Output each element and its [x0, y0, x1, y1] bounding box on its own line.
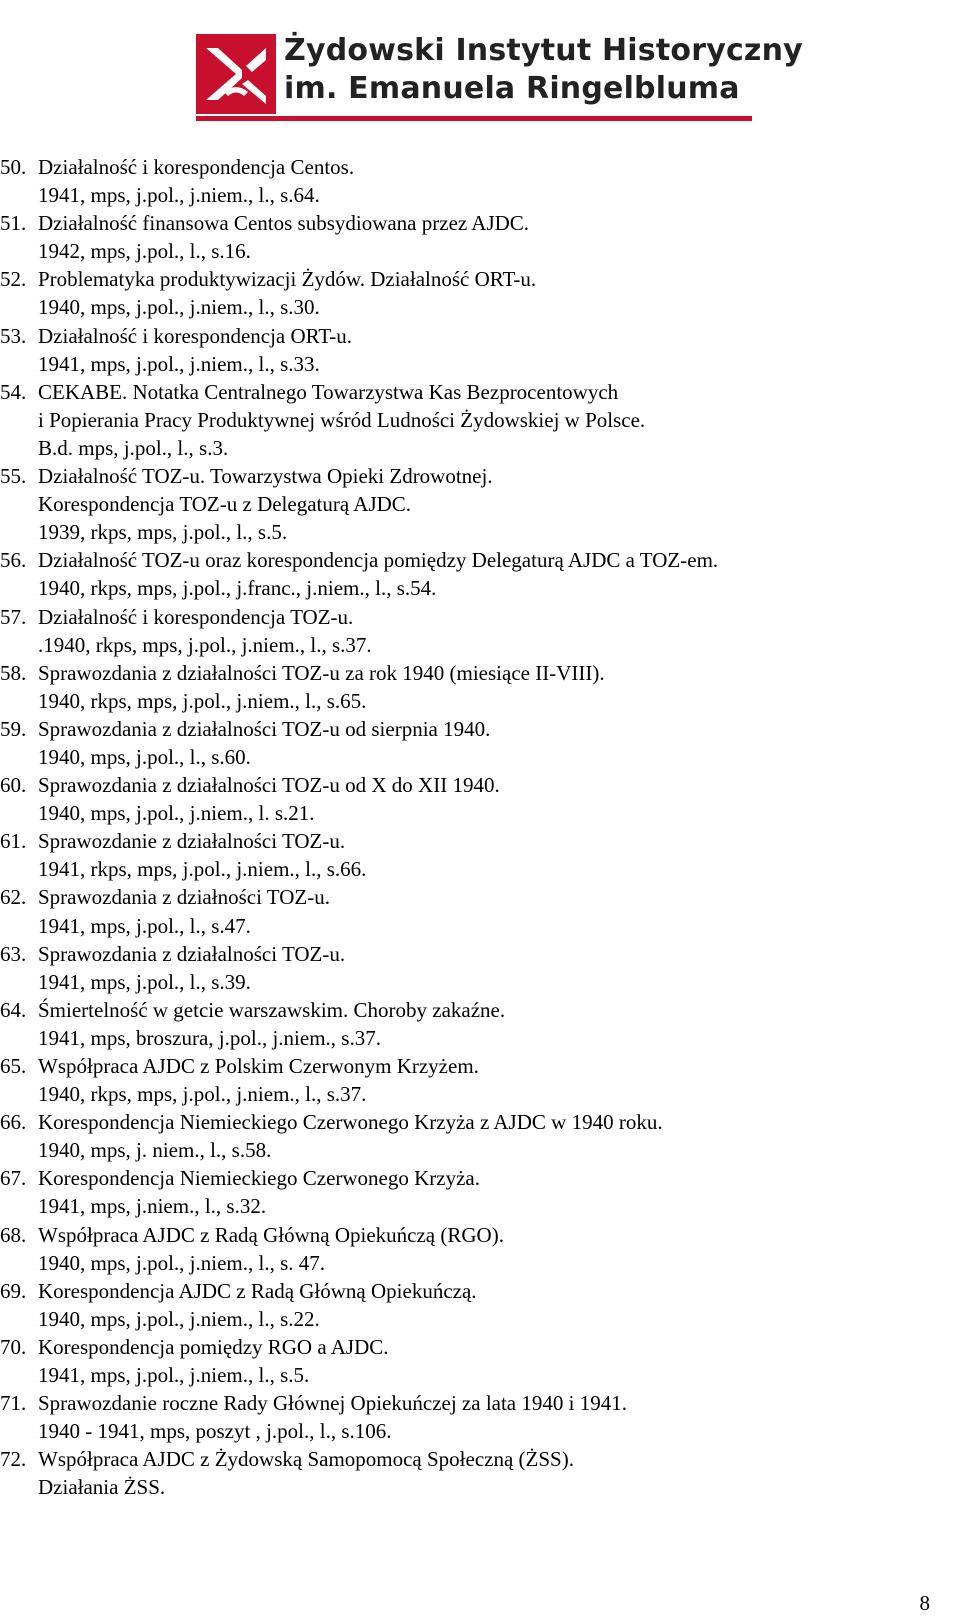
entry-number: 71. — [0, 1391, 27, 1416]
catalog-entry — [0, 715, 950, 771]
entry-number: 60. — [0, 773, 27, 798]
entry-title: Korespondencja Niemieckiego Czerwonego Krzyża. — [38, 1166, 480, 1191]
catalog-entry — [0, 1164, 950, 1220]
entry-title: Sprawozdanie roczne Rady Głównej Opiekuńczej za lata 1940 i 1941. — [38, 1391, 627, 1416]
entry-detail: 1942, mps, j.pol., l., s.16. — [38, 239, 251, 264]
entry-detail: 1941, mps, j.pol., l., s.47. — [38, 913, 251, 938]
entry-title-line — [0, 715, 950, 743]
entry-title-line — [0, 153, 950, 181]
entry-title: Współpraca AJDC z Polskim Czerwonym Krzyżem. — [38, 1054, 479, 1078]
entry-detail: 1939, rkps, mps, j.pol., l., s.5. — [38, 520, 288, 545]
catalog-entry — [0, 153, 950, 209]
institute-name — [284, 32, 803, 108]
entry-detail: 1940, mps, j.pol., j.niem., l., s.30. — [38, 295, 320, 320]
entry-detail: Działania ŻSS. — [38, 1475, 166, 1500]
entry-title-line — [0, 1164, 950, 1192]
entry-number: 56. — [0, 548, 27, 573]
catalog-entry — [0, 1108, 950, 1164]
entry-title: CEKABE. Notatka Centralnego Towarzystwa Kas Bezprocentowych — [38, 379, 619, 404]
entry-number: 72. — [0, 1447, 27, 1472]
entry-title: Działalność TOZ-u oraz korespondencja pomiędzy Delegaturą AJDC a TOZ-em. — [38, 548, 719, 573]
entry-detail: 1941, mps, j.pol., j.niem., l., s.64. — [38, 183, 320, 208]
catalog-entry — [0, 378, 950, 462]
entry-detail: 1941, mps, j.niem., l., s.32. — [38, 1194, 267, 1219]
entry-title: Sprawozdanie z działalności TOZ-u. — [38, 829, 346, 854]
entry-title: Korespondencja AJDC z Radą Główną Opiekuńczą. — [38, 1278, 477, 1303]
entry-title-line — [0, 265, 950, 293]
entry-number: 53. — [0, 323, 27, 348]
catalog-entry — [0, 659, 950, 715]
entry-detail: .1940, rkps, mps, j.pol., j.niem., l., s.37. — [38, 632, 372, 657]
entry-detail: 1940, rkps, mps, j.pol., j.niem., l., s.37. — [38, 1082, 367, 1107]
page-number: 8 — [919, 1591, 930, 1615]
entry-detail: 1941, mps, j.pol., j.niem., l., s.33. — [38, 351, 320, 376]
entry-title-line — [0, 996, 950, 1024]
catalog-entry — [0, 771, 950, 827]
entry-title: Współpraca AJDC z Radą Główną Opiekuńczą (RGO). — [38, 1222, 504, 1247]
entry-title-line — [0, 1333, 950, 1361]
catalog-entry — [0, 1389, 950, 1445]
entry-title: Działalność TOZ-u. Towarzystwa Opieki Zdrowotnej. — [38, 464, 493, 489]
catalog-entry — [0, 546, 950, 602]
entry-title: Sprawozdania z działalności TOZ-u za rok 1940 (miesiące II-VIII). — [38, 660, 605, 685]
entry-title: Działalność i korespondencja ORT-u. — [38, 323, 353, 348]
entry-number: 68. — [0, 1222, 27, 1247]
entry-number: 58. — [0, 660, 27, 685]
entry-detail: B.d. mps, j.pol., l., s.3. — [38, 435, 229, 460]
entry-title: Współpraca AJDC z Żydowską Samopomocą Społeczną (ŻSS). — [38, 1447, 574, 1472]
catalog-entry — [0, 603, 950, 659]
entry-number: 57. — [0, 604, 27, 629]
entry-title-line — [0, 771, 950, 799]
entry-title-line — [0, 378, 950, 406]
catalog-entry — [0, 996, 950, 1052]
catalog-entry — [0, 462, 950, 546]
entry-number: 66. — [0, 1110, 27, 1135]
entry-detail: 1940, rkps, mps, j.pol., j.franc., j.niem., l., s.54. — [38, 576, 437, 601]
catalog-entry — [0, 827, 950, 883]
catalog-entry — [0, 1445, 950, 1501]
entry-detail: 1940, mps, j.pol., j.niem., l., s. 47. — [38, 1250, 326, 1275]
entry-title: Działalność i korespondencja TOZ-u. — [38, 604, 354, 629]
entry-title: Sprawozdania z działalności TOZ-u od X do XII 1940. — [38, 773, 500, 798]
entry-number: 70. — [0, 1334, 27, 1359]
entry-detail: 1941, rkps, mps, j.pol., j.niem., l., s.66. — [38, 857, 367, 882]
catalog-entry — [0, 265, 950, 321]
entry-number: 67. — [0, 1166, 27, 1191]
entry-title: Działalność finansowa Centos subsydiowana przez AJDC. — [38, 211, 530, 236]
catalog-entry — [0, 209, 950, 265]
entry-title-line — [0, 1445, 950, 1473]
catalog-entries — [0, 153, 950, 1502]
entry-detail: 1941, mps, j.pol., l., s.39. — [38, 969, 251, 994]
entry-title-line — [0, 209, 950, 237]
entry-title-line — [0, 603, 950, 631]
entry-number: 55. — [0, 464, 27, 489]
entry-title-line — [0, 1221, 950, 1249]
catalog-entry — [0, 940, 950, 996]
entry-title-line — [0, 1052, 950, 1080]
entry-number: 61. — [0, 829, 27, 854]
entry-title: Działalność i korespondencja Centos. — [38, 155, 355, 179]
catalog-entry — [0, 883, 950, 939]
entry-number: 52. — [0, 267, 27, 292]
catalog-entry — [0, 1052, 950, 1108]
entry-detail: 1940, mps, j.pol., j.niem., l. s.21. — [38, 801, 315, 826]
entry-detail: 1940, mps, j. niem., l., s.58. — [38, 1138, 272, 1163]
entry-title-line — [0, 546, 950, 574]
entry-detail: Korespondencja TOZ-u z Delegaturą AJDC. — [38, 492, 412, 517]
entry-detail: 1940 - 1941, mps, poszyt , j.pol., l., s.106. — [38, 1419, 392, 1444]
entry-title: Problematyka produktywizacji Żydów. Działalność ORT-u. — [38, 267, 537, 292]
catalog-entry — [0, 1277, 950, 1333]
header-rule — [196, 116, 752, 121]
entry-number: 64. — [0, 997, 27, 1022]
entry-number: 51. — [0, 211, 27, 236]
entry-title: Korespondencja pomiędzy RGO a AJDC. — [38, 1334, 389, 1359]
entry-title: Sprawozdania z działalności TOZ-u od sierpnia 1940. — [38, 716, 491, 741]
entry-title-line — [0, 827, 950, 855]
entry-number: 62. — [0, 885, 27, 910]
entry-detail: i Popierania Pracy Produktywnej wśród Ludności Żydowskiej w Polsce. — [38, 407, 646, 432]
entry-title-line — [0, 462, 950, 490]
catalog-entry — [0, 322, 950, 378]
institute-name-line2: im. Emanuela Ringelbluma — [284, 71, 740, 106]
entry-detail: 1940, mps, j.pol., l., s.60. — [38, 744, 251, 769]
institute-logo-icon — [196, 34, 276, 114]
entry-number: 69. — [0, 1278, 27, 1303]
entry-detail: 1940, mps, j.pol., j.niem., l., s.22. — [38, 1306, 320, 1331]
entry-number: 65. — [0, 1054, 27, 1078]
entry-title-line — [0, 659, 950, 687]
entry-title-line — [0, 1389, 950, 1417]
entry-detail: 1941, mps, j.pol., j.niem., l., s.5. — [38, 1363, 310, 1388]
entry-number: 63. — [0, 941, 27, 966]
entry-number: 59. — [0, 716, 27, 741]
entry-title-line — [0, 322, 950, 350]
institute-header — [196, 32, 803, 118]
catalog-entry — [0, 1221, 950, 1277]
catalog-entry — [0, 1333, 950, 1389]
entry-title-line — [0, 940, 950, 968]
entry-detail: 1940, rkps, mps, j.pol., j.niem., l., s.65. — [38, 688, 367, 713]
entry-title-line — [0, 1108, 950, 1136]
institute-name-line1: Żydowski Instytut Historyczny — [284, 33, 803, 68]
entry-number: 50. — [0, 155, 27, 179]
entry-title-line — [0, 1277, 950, 1305]
entry-number: 54. — [0, 379, 27, 404]
entry-detail: 1941, mps, broszura, j.pol., j.niem., s.37. — [38, 1025, 381, 1050]
entry-title: Korespondencja Niemieckiego Czerwonego Krzyża z AJDC w 1940 roku. — [38, 1110, 663, 1135]
entry-title: Śmiertelność w getcie warszawskim. Choroby zakaźne. — [38, 997, 506, 1022]
entry-title: Sprawozdania z działności TOZ-u. — [38, 885, 330, 910]
entry-title-line — [0, 883, 950, 911]
entry-title: Sprawozdania z działalności TOZ-u. — [38, 941, 346, 966]
